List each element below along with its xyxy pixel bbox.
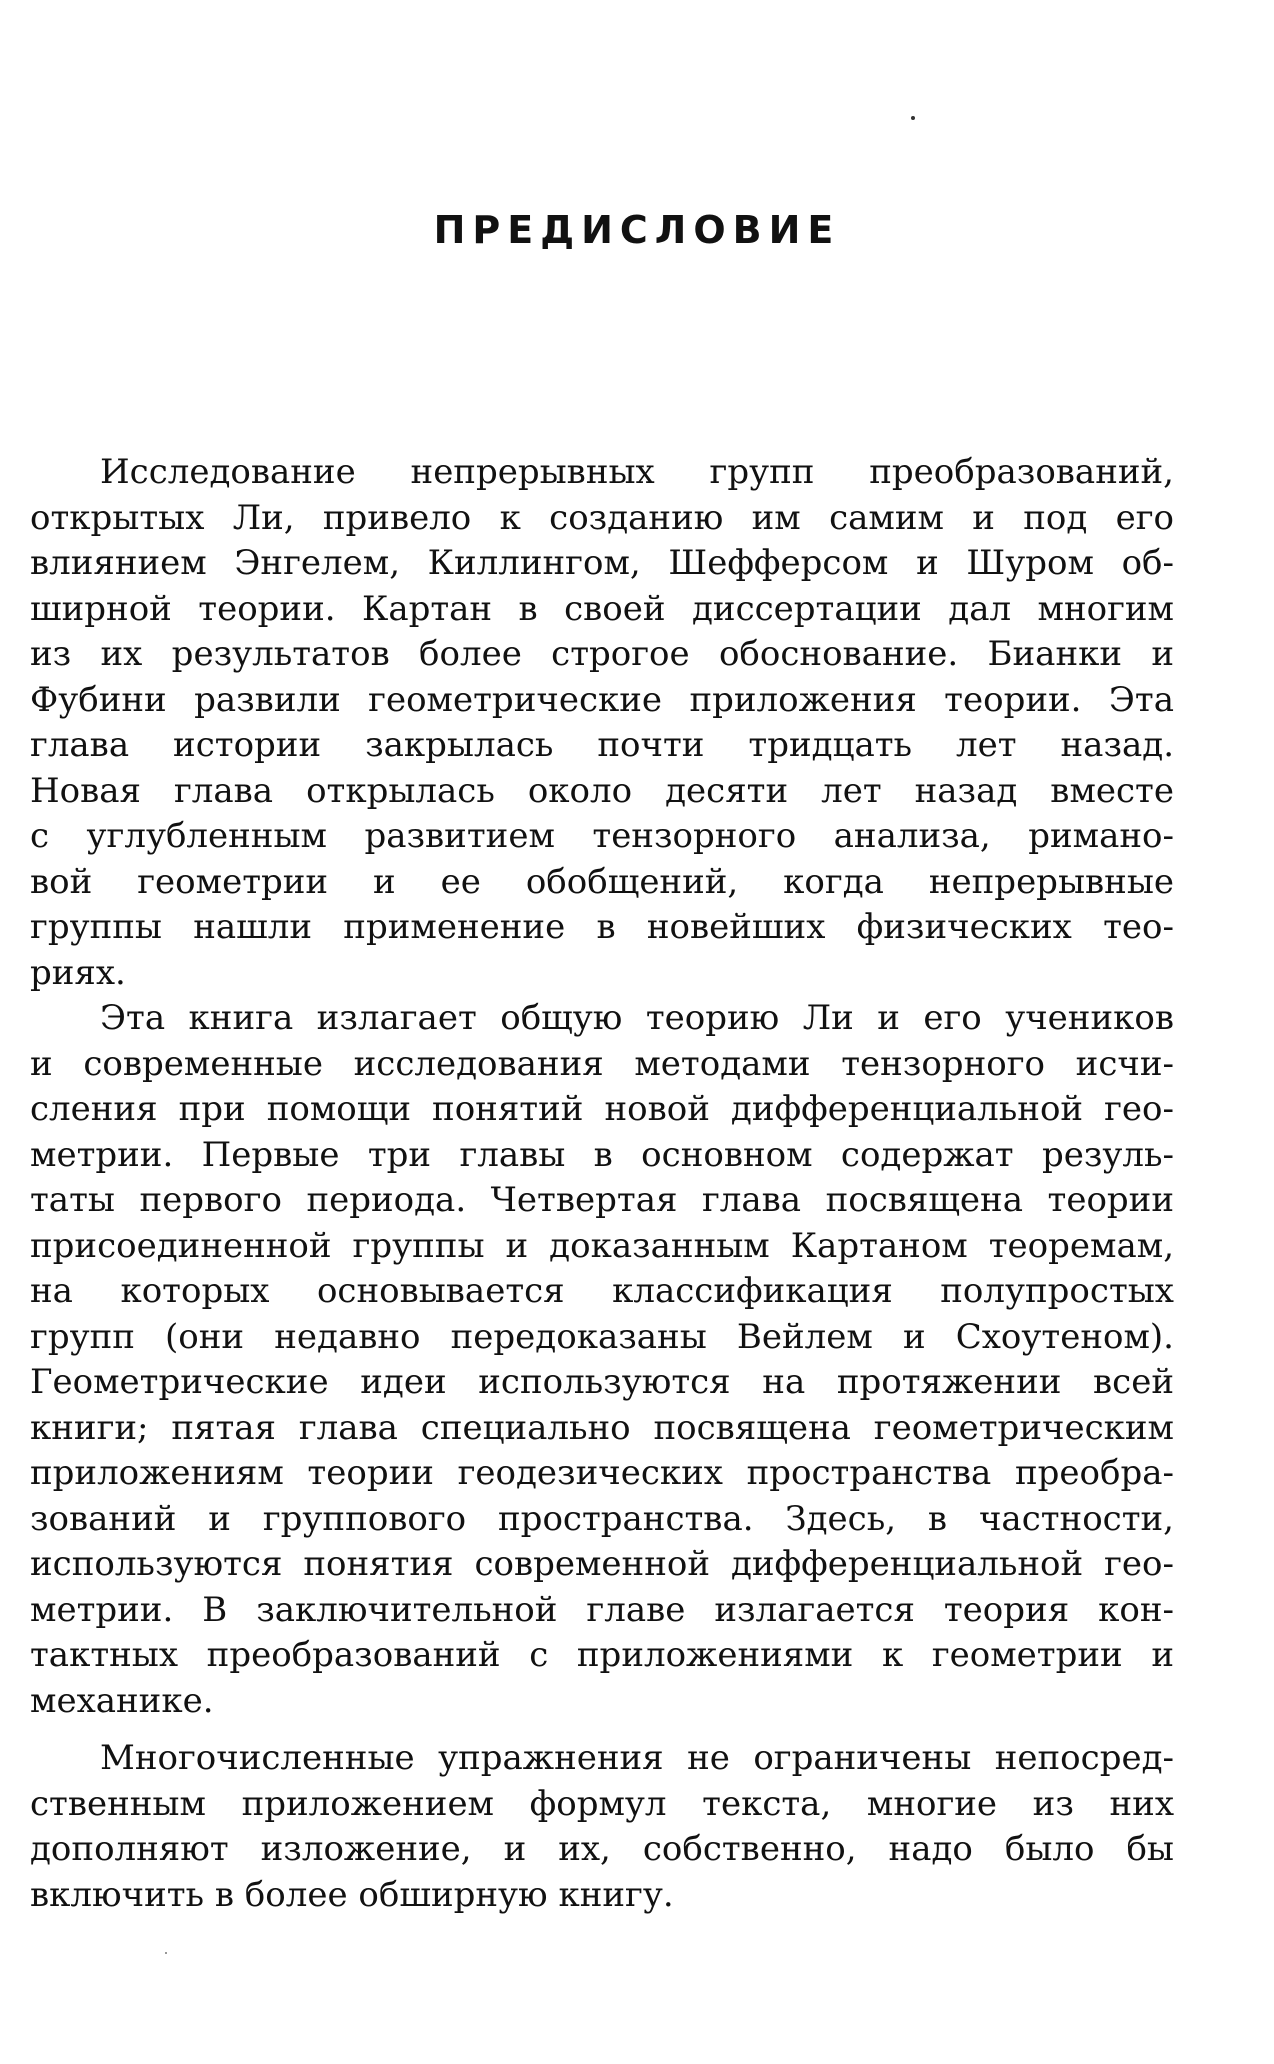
text-line: зований и группового пространства. Здесь, в частности, [30, 1498, 1174, 1539]
text-line: с углубленным развитием тензорного анализа, римано- [30, 816, 1174, 856]
text-line: ственным приложением формул текста, многие из них [30, 1783, 1174, 1824]
text-line: включить в более обширную книгу. [30, 1874, 674, 1915]
print-speck [165, 1952, 167, 1954]
text-line: Многочисленные упражнения не ограничены непосред- [100, 1738, 1174, 1778]
text-line: метрии. В заключительной главе излагается теория кон- [30, 1589, 1174, 1630]
paragraph-2 [30, 996, 1174, 1724]
text-line: Новая глава открылась около десяти лет назад вместе [30, 770, 1174, 811]
text-line: на которых основывается классификация полупростых [30, 1271, 1174, 1311]
text-line: риях. [30, 952, 126, 993]
text-line: таты первого периода. Четвертая глава посвящена теории [30, 1180, 1174, 1220]
text-line: ширной теории. Картан в своей диссертации дал многим [30, 588, 1174, 629]
text-line: глава истории закрылась почти тридцать лет назад. [30, 725, 1174, 765]
text-line: из их результатов более строгое обоснование. Бианки и [30, 634, 1174, 674]
paragraph-1 [30, 450, 1174, 996]
text-line: Эта книга излагает общую теорию Ли и его учеников [100, 998, 1174, 1038]
text-line: приложениям теории геодезических пространства преобра- [30, 1453, 1174, 1493]
text-line: механике. [30, 1680, 214, 1721]
text-line: вой геометрии и ее обобщений, когда непрерывные [30, 861, 1174, 902]
paragraph-3 [30, 1736, 1174, 1918]
text-line: групп (они недавно передоказаны Вейлем и Схоутеном). [30, 1316, 1174, 1357]
page-title: ПРЕДИСЛОВИЕ [433, 208, 841, 252]
text-line: Исследование непрерывных групп преобразований, [100, 452, 1174, 492]
text-line: открытых Ли, привело к созданию им самим и под его [30, 497, 1174, 538]
text-line: дополняют изложение, и их, собственно, надо было бы [30, 1829, 1174, 1869]
text-line: Фубини развили геометрические приложения теории. Эта [30, 679, 1174, 720]
text-line: и современные исследования методами тензорного исчи- [30, 1043, 1174, 1084]
preface-text [30, 450, 1174, 1918]
text-line: влиянием Энгелем, Киллингом, Шефферсом и Шуром об- [30, 543, 1174, 583]
text-line: книги; пятая глава специально посвящена геометрическим [30, 1407, 1174, 1448]
print-speck [911, 116, 915, 120]
text-line: группы нашли применение в новейших физических тео- [30, 907, 1174, 947]
text-line: сления при помощи понятий новой дифференциальной гео- [30, 1089, 1174, 1129]
text-line: используются понятия современной дифференциальной гео- [30, 1544, 1174, 1584]
text-line: присоединенной группы и доказанным Картаном теоремам, [30, 1225, 1174, 1266]
text-line: метрии. Первые три главы в основном содержат резуль- [30, 1134, 1174, 1175]
text-line: тактных преобразований с приложениями к геометрии и [30, 1635, 1174, 1675]
text-line: Геометрические идеи используются на протяжении всей [30, 1362, 1174, 1402]
